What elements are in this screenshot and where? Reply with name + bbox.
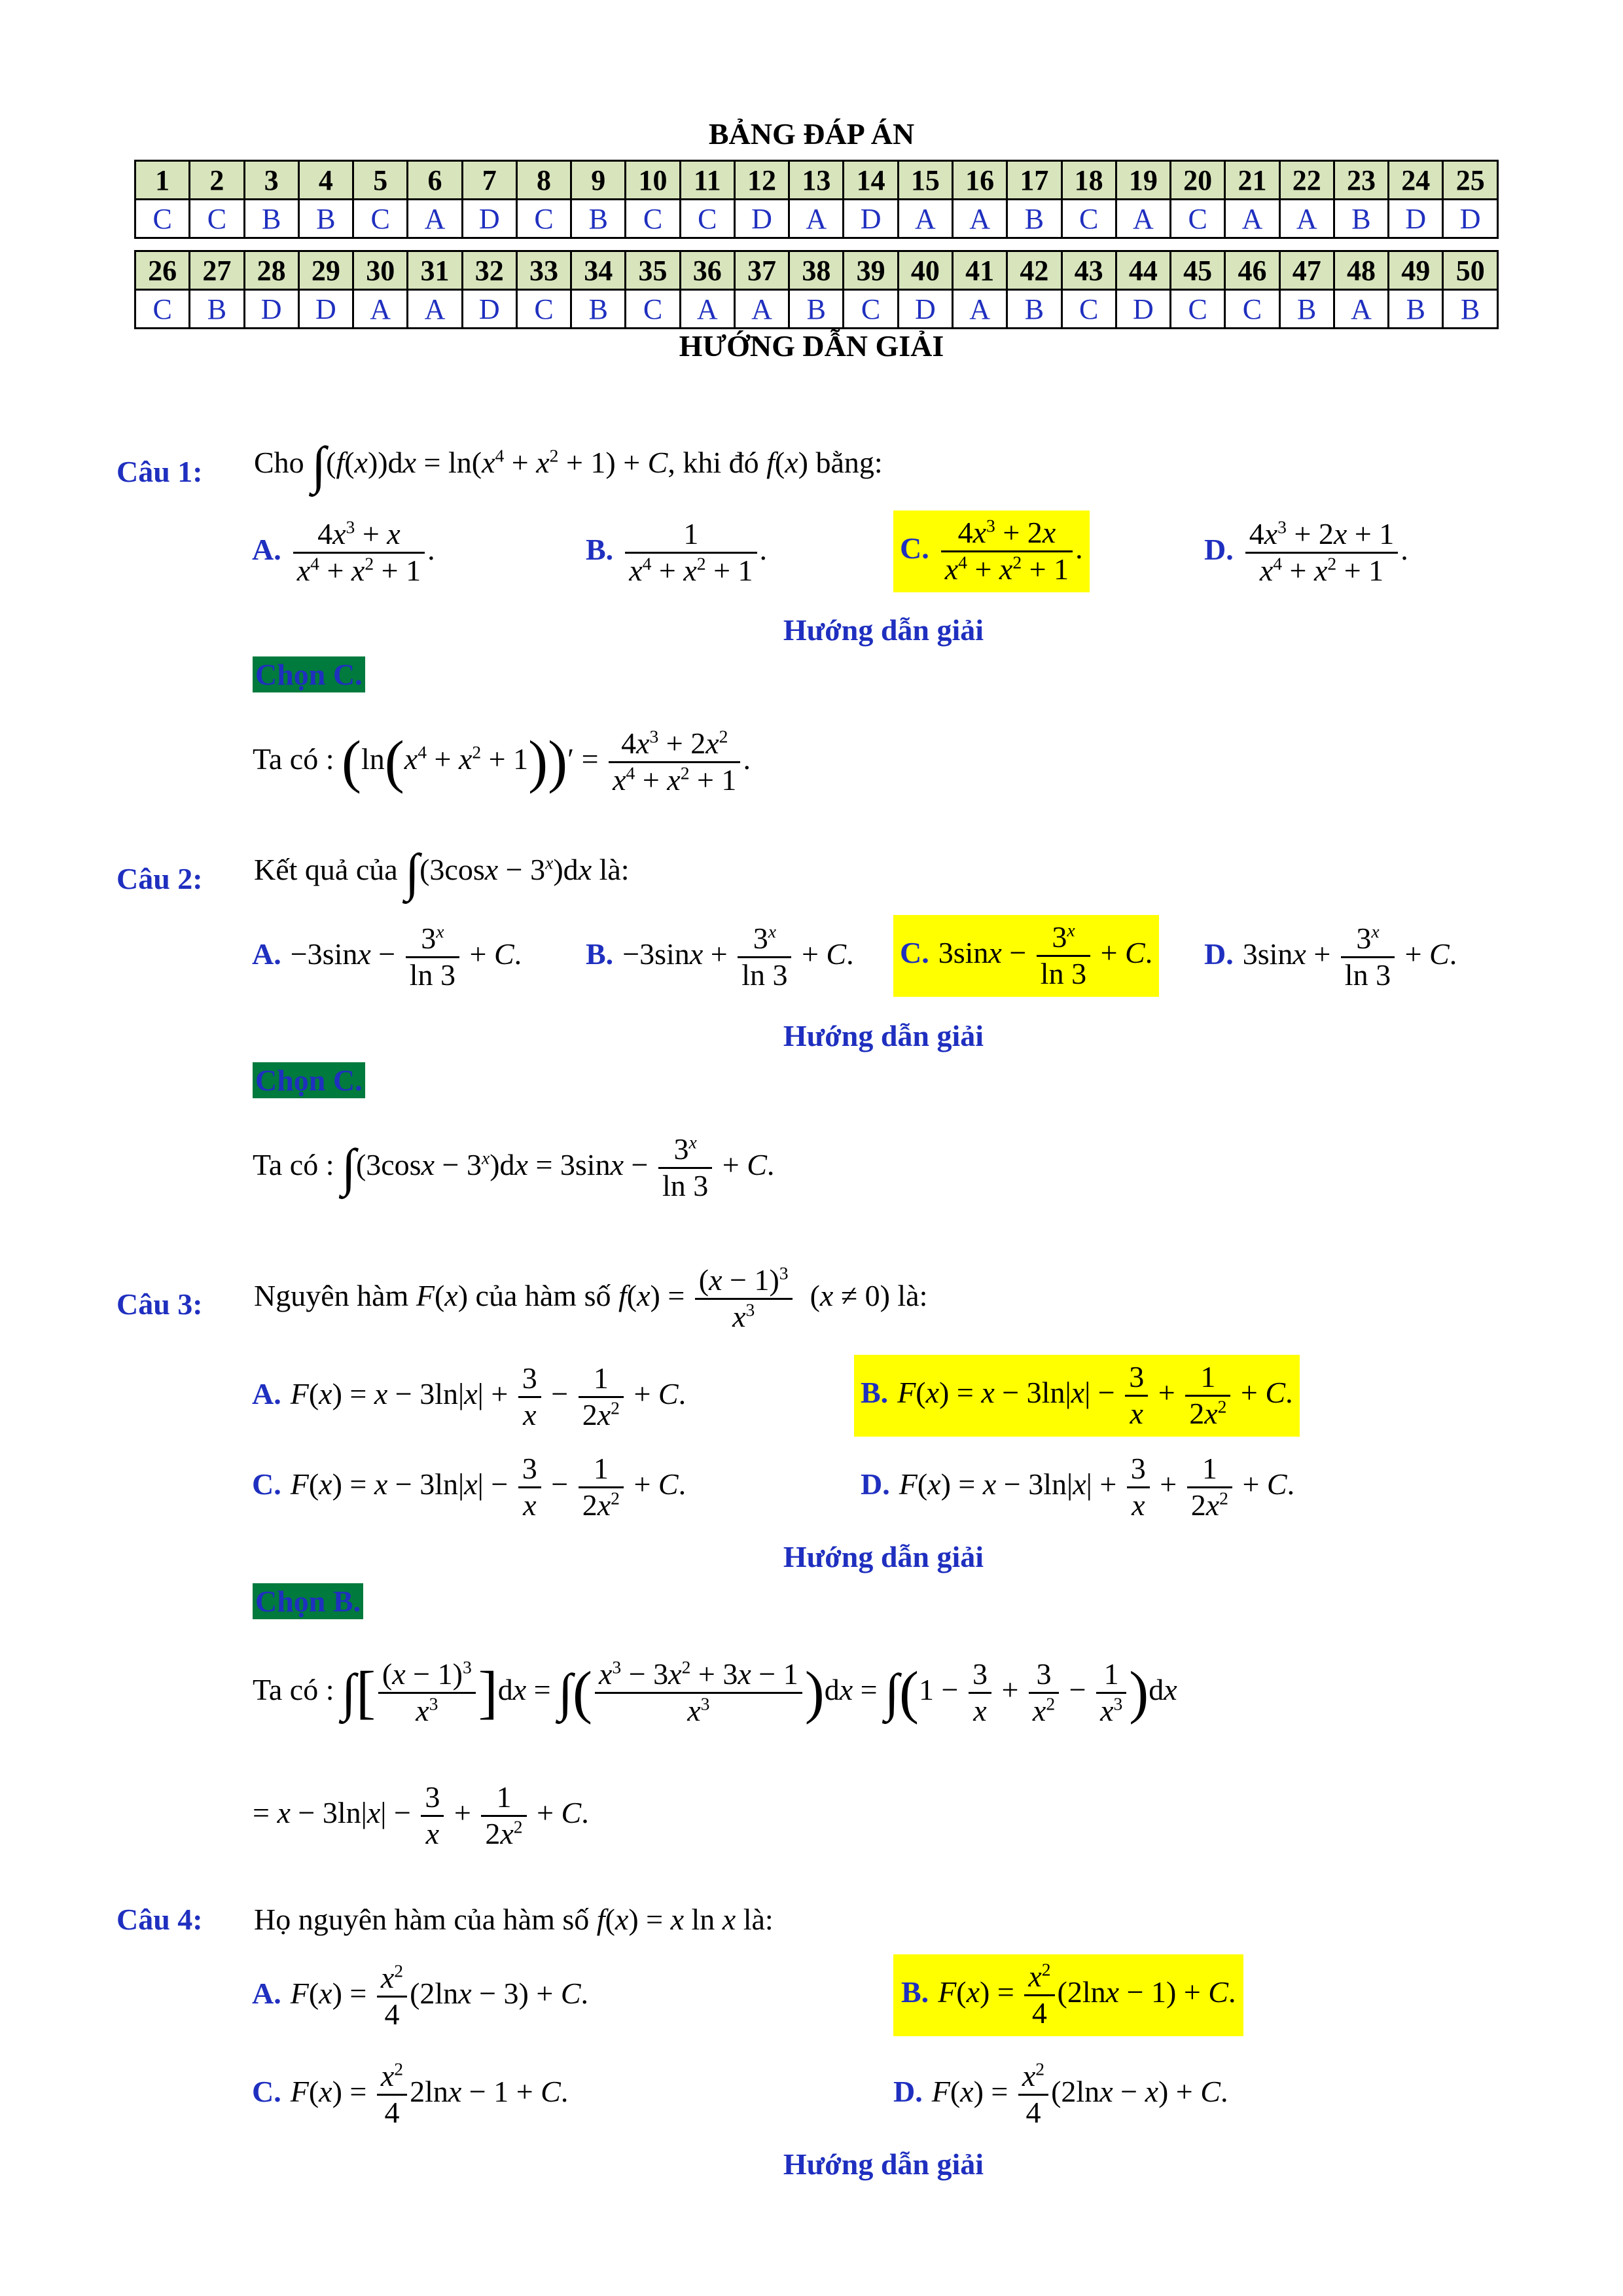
answer-cell: A (680, 290, 734, 329)
answer-cell: D (244, 290, 298, 329)
option-letter: D. (861, 1467, 890, 1501)
question-number-cell: 10 (626, 161, 680, 200)
answer-cell: A (408, 200, 462, 238)
prompt-text: là: (743, 1903, 774, 1936)
question-3-option-d[interactable]: D. F(x) = x − 3ln|x| + $\frac{3}{x}$ + $\frac{1}{2x^2}$ + C. (861, 1452, 1295, 1522)
question-1-option-d[interactable]: D. $\frac{4x^3 + 2x + 1}{x^4 + x^2 + 1}$ . (1204, 516, 1408, 587)
question-number-cell: 33 (516, 251, 571, 290)
question-number-cell: 27 (190, 251, 244, 290)
question-number-cell: 30 (353, 251, 408, 290)
option-letter: C. (252, 2074, 281, 2108)
option-letter: C. (900, 935, 929, 969)
answer-cell: C (1225, 290, 1279, 329)
question-number-cell: 9 (571, 161, 626, 200)
answer-cell: A (1116, 200, 1170, 238)
guide-subtitle: Hướng dẫn giải (783, 613, 984, 647)
question-number-cell: 46 (1225, 251, 1279, 290)
answer-cell: A (353, 290, 408, 329)
question-number-cell: 50 (1443, 251, 1498, 290)
answer-cell: B (571, 200, 626, 238)
prompt-text: , khi đó (668, 446, 759, 479)
question-number-cell: 25 (1443, 161, 1498, 200)
number-row (135, 251, 1498, 290)
question-number-cell: 41 (952, 251, 1007, 290)
question-number-cell: 16 (952, 161, 1007, 200)
answer-cell: A (1334, 290, 1388, 329)
question-number-cell: 36 (680, 251, 734, 290)
solution-text: Ta có : (253, 1672, 334, 1706)
answer-cell: D (1116, 290, 1170, 329)
question-number-cell: 34 (571, 251, 626, 290)
prompt-text: là: (599, 853, 630, 886)
option-letter: A. (252, 1976, 281, 2010)
answer-cell: D (462, 290, 516, 329)
answer-cell: A (789, 200, 844, 238)
answer-cell: B (1443, 290, 1498, 329)
answer-key-table-2 (134, 250, 1499, 329)
question-number-cell: 45 (1171, 251, 1225, 290)
answer-row (135, 200, 1498, 238)
prompt-text: Cho (254, 446, 304, 479)
option-letter: D. (893, 2074, 923, 2108)
answer-cell: B (1334, 200, 1388, 238)
answer-cell: D (898, 290, 952, 329)
question-number-cell: 47 (1279, 251, 1334, 290)
question-3-solution-result: = x − 3ln|x| − $\frac{3}{x}$ + $\frac{1}{2x^2}$ + C. (253, 1780, 589, 1850)
question-number-cell: 42 (1007, 251, 1061, 290)
question-number-cell: 24 (1389, 161, 1443, 200)
answer-cell: C (1171, 290, 1225, 329)
question-number-cell: 2 (190, 161, 244, 200)
option-letter: B. (861, 1375, 889, 1409)
option-letter: D. (1204, 937, 1234, 971)
question-1-option-c[interactable]: C. $\frac{4x^3 + 2x}{x^4 + x^2 + 1}$ . (893, 511, 1090, 592)
answer-cell: D (734, 200, 789, 238)
question-2-solution: Ta có : $\int(3\cos x - 3^x)dx = 3\sin x$ − $\frac{3^x}{\ln 3}$ + C. (253, 1132, 775, 1202)
question-4-option-d[interactable]: D. F(x) = $\frac{x^2}{4}$ (2lnx − x) + C. (893, 2058, 1228, 2129)
question-3-label: Câu 3: (116, 1287, 203, 1321)
question-2-option-b[interactable]: B. −3sinx + $\frac{3^x}{\ln 3}$ + C. (586, 921, 854, 992)
answer-cell: D (298, 290, 353, 329)
question-2-label: Câu 2: (116, 862, 203, 895)
answer-cell: C (844, 290, 898, 329)
answer-cell: C (190, 200, 244, 238)
prompt-text: Kết quả của (254, 853, 398, 886)
question-1-solution: Ta có : $(\ln(x^4 + x^2 + 1))'$ = $\frac{4x^3 + 2x^2}{x^4 + x^2 + 1}$ . (253, 726, 751, 797)
answer-cell: B (1389, 290, 1443, 329)
question-2-prompt: Kết quả của $\int(3\cos x - 3^x)dx$ là: (254, 844, 630, 902)
option-letter: D. (1204, 532, 1234, 566)
question-number-cell: 32 (462, 251, 516, 290)
answer-cell: C (1061, 200, 1116, 238)
question-number-cell: 44 (1116, 251, 1170, 290)
guide-subtitle: Hướng dẫn giải (783, 1019, 984, 1052)
answer-cell: C (135, 290, 190, 329)
answer-cell: C (1061, 290, 1116, 329)
answer-cell: B (1007, 290, 1061, 329)
question-number-cell: 3 (244, 161, 298, 200)
answer-cell: A (898, 200, 952, 238)
question-number-cell: 15 (898, 161, 952, 200)
question-number-cell: 48 (1334, 251, 1388, 290)
answer-cell: B (190, 290, 244, 329)
question-4-option-b[interactable]: B. F(x) = $\frac{x^2}{4}$ (2lnx − 1) + C. (893, 1954, 1243, 2036)
answer-cell: C (135, 200, 190, 238)
question-number-cell: 23 (1334, 161, 1388, 200)
guide-subtitle: Hướng dẫn giải (783, 2147, 984, 2181)
question-number-cell: 35 (626, 251, 680, 290)
question-number-cell: 40 (898, 251, 952, 290)
question-number-cell: 22 (1279, 161, 1334, 200)
question-number-cell: 37 (734, 251, 789, 290)
answer-cell: A (952, 200, 1007, 238)
answer-cell: C (680, 200, 734, 238)
question-number-cell: 17 (1007, 161, 1061, 200)
option-letter: A. (252, 937, 281, 971)
answer-cell: B (571, 290, 626, 329)
question-4-label: Câu 4: (116, 1903, 203, 1936)
prompt-text: bằng: (815, 446, 883, 479)
question-1-prompt: Cho $\int(f(x))dx = \ln(x^4 + x^2 + 1) + C$, khi đó f(x) bằng: (254, 437, 883, 495)
answer-cell: C (353, 200, 408, 238)
question-1-label: Câu 1: (116, 455, 203, 488)
question-number-cell: 38 (789, 251, 844, 290)
option-letter: B. (586, 532, 614, 566)
question-number-cell: 13 (789, 161, 844, 200)
answer-cell: A (408, 290, 462, 329)
prompt-text: của hàm số (475, 1278, 611, 1312)
question-2-option-c[interactable]: C. 3sinx − $\frac{3^x}{\ln 3}$ + C. (893, 915, 1159, 997)
question-number-cell: 12 (734, 161, 789, 200)
option-letter: B. (586, 937, 614, 971)
question-1-option-b[interactable]: B. $\frac{1}{x^4 + x^2 + 1}$ . (586, 517, 768, 587)
answer-row (135, 290, 1498, 329)
question-number-cell: 14 (844, 161, 898, 200)
question-number-cell: 39 (844, 251, 898, 290)
answer-cell: C (626, 290, 680, 329)
question-number-cell: 7 (462, 161, 516, 200)
question-number-cell: 5 (353, 161, 408, 200)
guide-subtitle: Hướng dẫn giải (783, 1540, 984, 1573)
question-2-option-a[interactable]: A. −3sinx − $\frac{3^x}{\ln 3}$ + C. (252, 921, 522, 992)
answer-cell: B (1279, 290, 1334, 329)
guide-title: HƯỚNG DẪN GIẢI (679, 329, 944, 363)
option-letter: A. (252, 532, 281, 566)
answer-cell: B (1007, 200, 1061, 238)
option-letter: C. (900, 531, 929, 565)
question-3-option-c[interactable]: C. F(x) = x − 3ln|x| − $\frac{3}{x}$ − $\frac{1}{2x^2}$ + C. (252, 1452, 687, 1522)
answer-cell: A (1225, 200, 1279, 238)
answer-cell: A (952, 290, 1007, 329)
option-letter: A. (252, 1376, 281, 1410)
question-4-option-c[interactable]: C. F(x) = $\frac{x^2}{4}$ 2lnx − 1 + C. (252, 2058, 569, 2129)
question-number-cell: 6 (408, 161, 462, 200)
question-number-cell: 20 (1171, 161, 1225, 200)
question-number-cell: 43 (1061, 251, 1116, 290)
option-letter: C. (252, 1467, 281, 1501)
question-3-option-a[interactable]: A. F(x) = x − 3ln|x| + $\frac{3}{x}$ − $\frac{1}{2x^2}$ + C. (252, 1361, 687, 1431)
question-number-cell: 28 (244, 251, 298, 290)
prompt-text: là: (897, 1278, 928, 1312)
question-number-cell: 29 (298, 251, 353, 290)
solution-text: Ta có : (253, 1147, 334, 1181)
answer-key-title: BẢNG ĐÁP ÁN (708, 117, 915, 151)
question-number-cell: 4 (298, 161, 353, 200)
question-3-solution: Ta có : ∫[ $\frac{(x - 1)^3}{x^3}$ ]dx = ∫( $\frac{x^3 - 3x^2 + 3x - 1}{x^3}$ )dx = ∫(1 − $\frac{3}{x}$ + $\frac{3}{x^2}$ − $\frac{1}{x^3}$ )dx (253, 1657, 1177, 1727)
answer-cell: C (516, 290, 571, 329)
number-row (135, 161, 1498, 200)
answer-cell: C (1171, 200, 1225, 238)
answer-cell: A (734, 290, 789, 329)
prompt-text: Nguyên hàm (254, 1278, 409, 1312)
answer-cell: B (244, 200, 298, 238)
choose-badge: Chọn B. (253, 1584, 363, 1619)
choose-badge: Chọn C. (253, 1063, 365, 1098)
question-2-option-d[interactable]: D. 3sinx + $\frac{3^x}{\ln 3}$ + C. (1204, 921, 1457, 992)
question-number-cell: 11 (680, 161, 734, 200)
prompt-text: Họ nguyên hàm của hàm số (254, 1903, 590, 1936)
answer-cell: B (298, 200, 353, 238)
answer-cell: D (1389, 200, 1443, 238)
question-number-cell: 21 (1225, 161, 1279, 200)
answer-cell: D (844, 200, 898, 238)
question-number-cell: 26 (135, 251, 190, 290)
answer-cell: D (462, 200, 516, 238)
question-1-option-a[interactable]: A. $\frac{4x^3 + x}{x^4 + x^2 + 1}$ . (252, 516, 435, 587)
answer-cell: B (789, 290, 844, 329)
question-3-prompt: Nguyên hàm F(x) của hàm số f(x) = $\frac{(x - 1)^3}{x^3}$ (x ≠ 0) là: (254, 1263, 928, 1333)
answer-key-table-1 (134, 160, 1499, 239)
answer-cell: D (1443, 200, 1498, 238)
question-number-cell: 49 (1389, 251, 1443, 290)
question-number-cell: 19 (1116, 161, 1170, 200)
question-number-cell: 8 (516, 161, 571, 200)
question-4-prompt: Họ nguyên hàm của hàm số f(x) = x ln x là: (254, 1903, 774, 1936)
answer-cell: C (626, 200, 680, 238)
option-letter: B. (901, 1975, 929, 2009)
solution-text: Ta có : (253, 742, 334, 776)
choose-badge: Chọn C. (253, 657, 365, 692)
answer-cell: A (1279, 200, 1334, 238)
question-3-option-b[interactable]: B. F(x) = x − 3ln|x| − $\frac{3}{x}$ + $\frac{1}{2x^2}$ + C. (854, 1355, 1300, 1437)
question-number-cell: 31 (408, 251, 462, 290)
question-4-option-a[interactable]: A. F(x) = $\frac{x^2}{4}$ (2lnx − 3) + C. (252, 1960, 588, 2031)
question-number-cell: 18 (1061, 161, 1116, 200)
answer-cell: C (516, 200, 571, 238)
question-number-cell: 1 (135, 161, 190, 200)
